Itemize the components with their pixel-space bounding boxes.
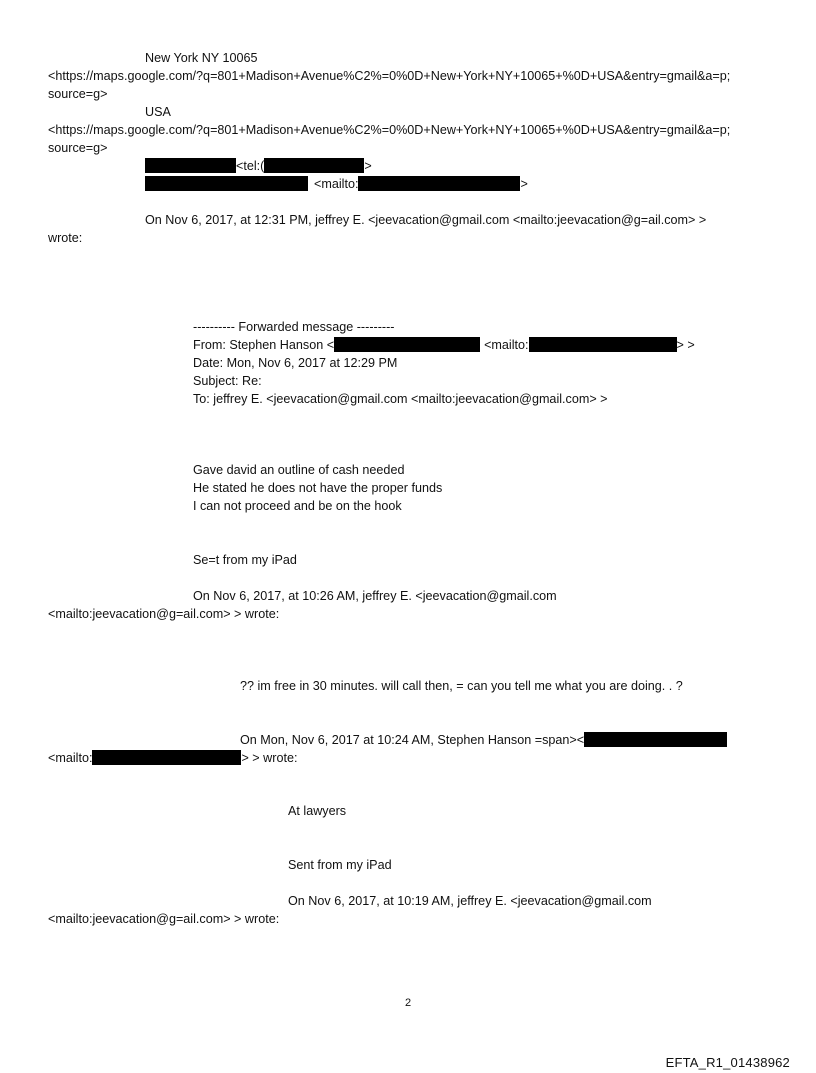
body-2-line-1: ?? im free in 30 minutes. will call then, = can you tell me what you are doing. . ? — [240, 679, 683, 693]
quote-header-2-continued: <mailto:jeevacation@g=ail.com> > wrote: — [48, 607, 280, 621]
from-suffix: > > — [676, 338, 695, 352]
quote-3-mailto-suffix: > > wrote: — [241, 751, 298, 765]
body-1-line-2: He stated he does not have the proper funds — [193, 481, 443, 495]
redaction-box — [584, 732, 727, 747]
page-number: 2 — [404, 997, 412, 1009]
quote-header-2: On Nov 6, 2017, at 10:26 AM, jeffrey E. <jeevacation@gmail.com — [193, 589, 557, 603]
forwarded-to: To: jeffrey E. <jeevacation@gmail.com <mailto:jeevacation@gmail.com> > — [193, 392, 608, 406]
body-1-signature: Se=t from my iPad — [193, 553, 297, 567]
phone-line — [145, 157, 372, 175]
quote-3-text: On Mon, Nov 6, 2017 at 10:24 AM, Stephen Hanson =span>< — [240, 733, 585, 747]
from-prefix: From: Stephen Hanson < — [193, 338, 335, 352]
quote-header-4-continued: <mailto:jeevacation@g=ail.com> > wrote: — [48, 912, 280, 926]
tel-prefix: <tel:( — [236, 159, 265, 173]
map-link-2-continued[interactable]: source=g> — [48, 141, 108, 155]
body-3-line-1: At lawyers — [288, 804, 347, 818]
redaction-box — [358, 176, 520, 191]
tel-suffix: > — [364, 159, 372, 173]
redaction-box — [145, 176, 308, 191]
body-1-line-3: I can not proceed and be on the hook — [193, 499, 402, 513]
quote-header-1: On Nov 6, 2017, at 12:31 PM, jeffrey E. <jeevacation@gmail.com <mailto:jeevacation@g=ail.com> > — [145, 213, 707, 227]
quote-header-1-continued: wrote: — [48, 231, 83, 245]
quote-3-mailto-prefix: <mailto: — [48, 751, 93, 765]
email-line — [145, 175, 528, 193]
mailto-suffix: > — [520, 177, 528, 191]
body-3-signature: Sent from my iPad — [288, 858, 392, 872]
forwarded-date: Date: Mon, Nov 6, 2017 at 12:29 PM — [193, 356, 398, 370]
bates-number: EFTA_R1_01438962 — [665, 1055, 790, 1070]
quote-header-3-continued — [48, 749, 297, 767]
quote-header-3 — [240, 731, 727, 749]
redaction-box — [334, 337, 480, 352]
address-country: USA — [145, 105, 171, 119]
forwarded-subject: Subject: Re: — [193, 374, 262, 388]
address-city: New York NY 10065 — [145, 51, 258, 65]
forwarded-divider: ---------- Forwarded message --------- — [193, 320, 395, 334]
quote-header-4: On Nov 6, 2017, at 10:19 AM, jeffrey E. <jeevacation@gmail.com — [288, 894, 652, 908]
redaction-box — [145, 158, 236, 173]
body-1-line-1: Gave david an outline of cash needed — [193, 463, 405, 477]
from-mailto: <mailto: — [484, 338, 529, 352]
redaction-box — [264, 158, 364, 173]
map-link-1-continued[interactable]: source=g> — [48, 87, 108, 101]
forwarded-from — [193, 336, 695, 354]
mailto-prefix: <mailto: — [314, 177, 359, 191]
map-link-1[interactable]: <https://maps.google.com/?q=801+Madison+Avenue%C2%=0%0D+New+York+NY+10065+%0D+USA&entry=gmail&a=p; — [48, 69, 731, 83]
redaction-box — [92, 750, 241, 765]
redaction-box — [529, 337, 677, 352]
map-link-2[interactable]: <https://maps.google.com/?q=801+Madison+Avenue%C2%=0%0D+New+York+NY+10065+%0D+USA&entry=gmail&a=p; — [48, 123, 731, 137]
